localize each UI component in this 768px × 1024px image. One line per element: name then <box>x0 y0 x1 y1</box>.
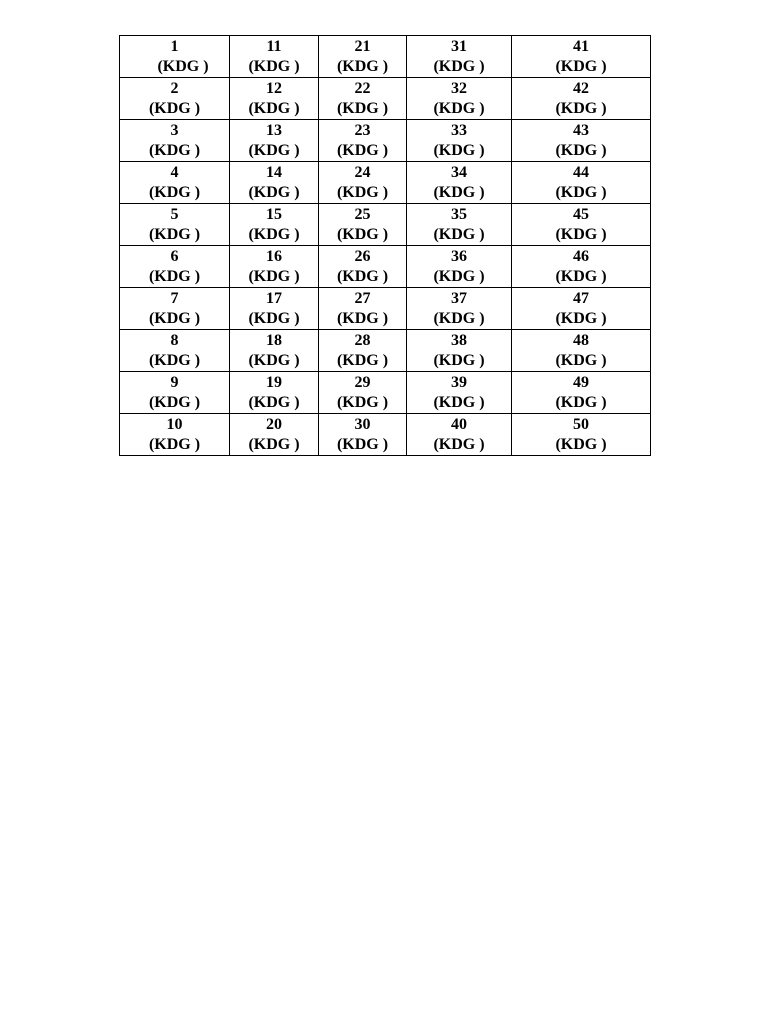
cell-number: 21 <box>354 37 371 55</box>
label-cell <box>407 372 512 414</box>
cell-label: (KDG ) <box>148 267 201 285</box>
cell-number: 41 <box>573 37 589 55</box>
table-row <box>120 204 651 246</box>
label-cell <box>230 372 319 414</box>
cell-number: 39 <box>451 373 467 391</box>
cell-label: (KDG ) <box>336 225 389 243</box>
table-row <box>120 162 651 204</box>
cell-number: 32 <box>451 79 467 97</box>
cell-label: (KDG ) <box>157 57 209 75</box>
cell-number: 14 <box>266 163 282 181</box>
label-cell <box>319 162 407 204</box>
label-cell <box>319 330 407 372</box>
cell-label: (KDG ) <box>433 183 485 201</box>
cell-label: (KDG ) <box>148 225 201 243</box>
label-cell <box>319 372 407 414</box>
cell-label: (KDG ) <box>433 141 485 159</box>
label-cell <box>230 288 319 330</box>
label-cell <box>120 78 230 120</box>
label-grid-body <box>120 36 651 456</box>
cell-number: 28 <box>354 331 371 349</box>
label-grid-table <box>119 35 651 456</box>
cell-number: 3 <box>170 121 179 139</box>
cell-number: 15 <box>266 205 282 223</box>
label-cell <box>319 204 407 246</box>
cell-number: 10 <box>166 415 183 433</box>
table-row <box>120 120 651 162</box>
label-cell <box>512 246 651 288</box>
cell-label: (KDG ) <box>555 141 607 159</box>
cell-number: 30 <box>354 415 371 433</box>
label-cell <box>512 120 651 162</box>
cell-number: 49 <box>573 373 589 391</box>
label-cell <box>230 78 319 120</box>
cell-number: 23 <box>354 121 371 139</box>
cell-number: 19 <box>266 373 282 391</box>
cell-label: (KDG ) <box>433 435 485 453</box>
cell-label: (KDG ) <box>433 225 485 243</box>
cell-number: 2 <box>170 79 179 97</box>
cell-number: 45 <box>573 205 589 223</box>
label-cell <box>120 162 230 204</box>
cell-number: 44 <box>573 163 589 181</box>
cell-label: (KDG ) <box>248 141 300 159</box>
label-cell <box>512 162 651 204</box>
cell-number: 24 <box>354 163 371 181</box>
label-cell <box>120 246 230 288</box>
label-cell <box>319 288 407 330</box>
cell-label: (KDG ) <box>336 351 389 369</box>
cell-label: (KDG ) <box>248 435 300 453</box>
label-cell <box>407 246 512 288</box>
cell-number: 36 <box>451 247 467 265</box>
table-row <box>120 36 651 78</box>
cell-label: (KDG ) <box>148 183 201 201</box>
label-cell <box>407 78 512 120</box>
cell-number: 42 <box>573 79 589 97</box>
cell-number: 4 <box>170 163 179 181</box>
cell-label: (KDG ) <box>148 309 201 327</box>
cell-number: 13 <box>266 121 282 139</box>
cell-label: (KDG ) <box>148 393 201 411</box>
cell-number: 5 <box>170 205 179 223</box>
cell-number: 48 <box>573 331 589 349</box>
cell-label: (KDG ) <box>248 351 300 369</box>
cell-label: (KDG ) <box>336 309 389 327</box>
cell-number: 34 <box>451 163 467 181</box>
label-cell <box>230 120 319 162</box>
cell-label: (KDG ) <box>248 57 300 75</box>
label-cell <box>512 330 651 372</box>
cell-number: 1 <box>170 37 179 55</box>
table-row <box>120 330 651 372</box>
cell-label: (KDG ) <box>555 57 607 75</box>
cell-label: (KDG ) <box>248 393 300 411</box>
label-cell <box>407 36 512 78</box>
label-cell <box>407 120 512 162</box>
label-cell <box>230 204 319 246</box>
cell-number: 8 <box>170 331 179 349</box>
cell-label: (KDG ) <box>248 183 300 201</box>
label-cell <box>230 162 319 204</box>
label-cell <box>120 372 230 414</box>
cell-label: (KDG ) <box>248 309 300 327</box>
label-cell <box>120 288 230 330</box>
cell-label: (KDG ) <box>336 267 389 285</box>
cell-label: (KDG ) <box>148 435 201 453</box>
cell-number: 25 <box>354 205 371 223</box>
cell-number: 40 <box>451 415 467 433</box>
label-cell <box>230 36 319 78</box>
label-cell <box>407 414 512 456</box>
table-row <box>120 246 651 288</box>
cell-label: (KDG ) <box>555 351 607 369</box>
label-cell <box>512 78 651 120</box>
cell-label: (KDG ) <box>336 183 389 201</box>
label-cell <box>120 330 230 372</box>
cell-number: 37 <box>451 289 467 307</box>
cell-label: (KDG ) <box>336 57 389 75</box>
cell-number: 46 <box>573 247 589 265</box>
cell-label: (KDG ) <box>248 225 300 243</box>
label-cell <box>512 414 651 456</box>
cell-number: 11 <box>266 37 282 55</box>
cell-label: (KDG ) <box>336 435 389 453</box>
cell-label: (KDG ) <box>555 309 607 327</box>
cell-label: (KDG ) <box>336 393 389 411</box>
cell-label: (KDG ) <box>555 225 607 243</box>
label-cell <box>120 36 230 78</box>
cell-label: (KDG ) <box>433 309 485 327</box>
cell-number: 18 <box>266 331 282 349</box>
label-cell <box>319 246 407 288</box>
label-cell <box>407 204 512 246</box>
cell-label: (KDG ) <box>433 267 485 285</box>
cell-number: 38 <box>451 331 467 349</box>
cell-number: 16 <box>266 247 282 265</box>
label-sheet <box>119 35 651 456</box>
label-cell <box>407 162 512 204</box>
cell-label: (KDG ) <box>336 141 389 159</box>
table-row <box>120 414 651 456</box>
label-cell <box>512 204 651 246</box>
cell-number: 7 <box>170 289 179 307</box>
cell-label: (KDG ) <box>555 99 607 117</box>
label-cell <box>319 414 407 456</box>
label-cell <box>230 330 319 372</box>
label-cell <box>120 204 230 246</box>
cell-number: 35 <box>451 205 467 223</box>
label-cell <box>319 36 407 78</box>
cell-label: (KDG ) <box>148 141 201 159</box>
label-cell <box>319 78 407 120</box>
cell-label: (KDG ) <box>433 99 485 117</box>
cell-number: 17 <box>266 289 282 307</box>
cell-label: (KDG ) <box>555 393 607 411</box>
cell-number: 43 <box>573 121 589 139</box>
label-cell <box>512 372 651 414</box>
cell-number: 29 <box>354 373 371 391</box>
cell-number: 6 <box>170 247 179 265</box>
cell-number: 31 <box>451 37 467 55</box>
cell-label: (KDG ) <box>433 351 485 369</box>
cell-number: 20 <box>266 415 282 433</box>
cell-number: 27 <box>354 289 371 307</box>
cell-number: 9 <box>170 373 179 391</box>
label-cell <box>120 120 230 162</box>
cell-label: (KDG ) <box>555 183 607 201</box>
cell-number: 33 <box>451 121 467 139</box>
cell-number: 47 <box>573 289 589 307</box>
cell-number: 50 <box>573 415 589 433</box>
table-row <box>120 78 651 120</box>
label-cell <box>512 36 651 78</box>
cell-number: 26 <box>354 247 371 265</box>
label-cell <box>407 330 512 372</box>
cell-label: (KDG ) <box>433 57 485 75</box>
table-row <box>120 372 651 414</box>
cell-label: (KDG ) <box>148 351 201 369</box>
label-cell <box>230 246 319 288</box>
cell-number: 12 <box>266 79 282 97</box>
label-cell <box>120 414 230 456</box>
cell-number: 22 <box>354 79 371 97</box>
label-cell <box>319 120 407 162</box>
label-cell <box>407 288 512 330</box>
cell-label: (KDG ) <box>433 393 485 411</box>
label-cell <box>230 414 319 456</box>
cell-label: (KDG ) <box>555 435 607 453</box>
cell-label: (KDG ) <box>336 99 389 117</box>
cell-label: (KDG ) <box>555 267 607 285</box>
cell-label: (KDG ) <box>248 99 300 117</box>
label-cell <box>512 288 651 330</box>
cell-label: (KDG ) <box>148 99 201 117</box>
cell-label: (KDG ) <box>248 267 300 285</box>
table-row <box>120 288 651 330</box>
